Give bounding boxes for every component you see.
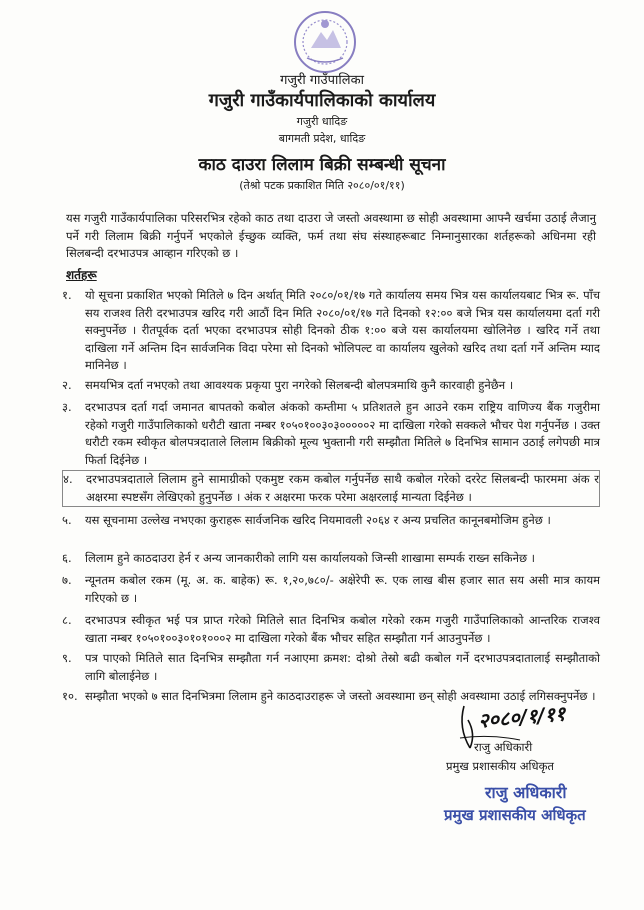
signatory-title: प्रमुख प्रशासकीय अधिकृत (446, 759, 554, 773)
condition-text: समयभित्र दर्ता नभएको तथा आवश्यक प्रकृया पुरा नगरेको सिलबन्दी बोलपत्रमाथि कुनै कारवाही हुनेछैन । (85, 378, 514, 392)
condition-number: १. (62, 288, 72, 302)
condition-item (62, 572, 600, 607)
condition-number: ५. (62, 513, 72, 527)
condition-number: ९. (62, 651, 72, 665)
condition-item (62, 512, 600, 530)
condition-text: दरभाउपत्र दर्ता गर्दा जमानत बापतको कबोल अंकको कम्तीमा ५ प्रतिशतले हुन आउने रकम राष्ट्रिय वाणिज्य बैंक गजुरीमा रहेको गजुरी गाउँपालिकाको धरौटी खाता नम्बर १०५०१००३०३०००००२ मा दाखिला गरेको सक्कले भौचर पेश गर्नुपर्नेछ । उक्त धरौटी रकम स्वीकृत बोलपत्रदाताले लिलाम बिक्रीको मूल्य भुक्तानी गरी सम्झौता मितिले ७ दिनभित्र सामान उठाई लगेपछी मात्र फिर्ता दिईनेछ । (85, 400, 600, 467)
office-title: गजुरी गाउँकार्यपालिकाको कार्यालय (208, 90, 436, 111)
condition-text: यो सूचना प्रकाशित भएको मितिले ७ दिन अर्थात् मिति २०८०/०१/१७ गते कार्यालय समय भित्र यस कार्यालयबाट भित्र रू. पाँच सय राजश्व तिरी दरभाउपत्र खरिद गरी आठौं दिन मिति २०८०/०१/१७ गते दिनको १२:०० बजे भित्र यस कार्यालयमा दर्ता गरी सक्नुपर्नेछ । रीतपूर्वक दर्ता भएका दरभाउपत्र सोही दिनको ठीक १:०० बजे यस कार्यालयमा खोलिनेछ । खरिद गर्ने तथा दाखिला गर्ने अन्तिम दिन सार्वजनिक विदा परेमा सो दिनको भोलिपल्ट वा कार्यालय खुलेको खरिद तथा दर्ता गर्ने अन्तिम म्याद मानिनेछ । (85, 288, 600, 372)
office-location: गजुरी धादिङ (296, 115, 348, 128)
publish-note: (तेश्रो पटक प्रकाशित मिति २०८०/०१/११) (239, 179, 405, 192)
signature-date: २०८०/१/११ (477, 701, 567, 733)
condition-text: दरभाउपत्रदाताले लिलाम हुने सामाग्रीको एकमुष्ट रकम कबोल गर्नुपर्नेछ साथै कबोल गरेको दररेट सिलबन्दी फारममा अंक र अक्षरमा स्पष्टसँग लेखिएको हुनुपर्नेछ । अंक र अक्षरमा फरक परेमा अक्षरलाई मान्यता दिईनेछ । (86, 472, 599, 504)
condition-text: दरभाउपत्र स्वीकृत भई पत्र प्राप्त गरेको मितिले सात दिनभित्र कबोल गरेको रकम गजुरी गाउँपालिकाको आन्तरिक राजश्व खाता नम्बर १०५०१००३०१०१०००२ मा दाखिला गरेको बैंक भौचर सहित सम्झौता गर्न आउनुपर्नेछ । (85, 613, 600, 645)
condition-number: २. (62, 378, 72, 392)
condition-item (62, 650, 600, 685)
condition-number: ७. (62, 573, 72, 587)
condition-item (62, 612, 600, 647)
condition-text: सम्झौता भएको ७ सात दिनभित्रमा लिलाम हुने काठदाउराहरू जे जस्तो अवस्थामा छन् सोही अवस्थामा उठाई लगिसक्नुपर्नेछ । (85, 689, 596, 703)
condition-number: ८. (62, 613, 72, 627)
condition-text: पत्र पाएको मितिले सात दिनभित्र सम्झौता गर्न नआएमा क्रमश: दोश्रो तेस्रो बढी कबोल गर्ने दरभाउपत्रदातालाई सम्झौताको लागि बोलाईनेछ । (85, 651, 600, 683)
condition-number: ३. (62, 400, 72, 414)
official-stamp-title: प्रमुख प्रशासकीय अधिकृत (444, 806, 586, 824)
condition-text: न्यूनतम कबोल रकम (मू. अ. क. बाहेक) रू. १,२०,७८०/- अक्षेरेपी रू. एक लाख बीस हजार सात सय असी मात्र कायम गरिएको छ । (85, 573, 600, 605)
conditions-heading: शर्तहरू (66, 268, 97, 282)
official-stamp-name: राजु अधिकारी (485, 783, 567, 802)
signatory-name: राजु अधिकारी (474, 740, 533, 754)
intro-paragraph: यस गजुरी गाउँकार्यपालिका परिसरभित्र रहेको काठ तथा दाउरा जे जस्तो अवस्थामा छ सोही अवस्थामा आफ्नै खर्चमा उठाई लैजानु पर्ने गरी लिलाम बिक्री गर्नुपर्ने भएकोले ईच्छुक व्यक्ति, फर्म तथा संघ संस्थाहरूबाट निम्नानुसारका शर्तहरूको अधिनमा रही सिलबन्दी दरभाउपत्र आव्हान गरिएको छ । (66, 211, 596, 260)
condition-item (62, 470, 600, 507)
condition-text: यस सूचनामा उल्लेख नभएका कुराहरू सार्वजनिक खरिद नियमावली २०६४ र अन्य प्रचलित कानूनबमोजिम हुनेछ । (85, 513, 551, 527)
condition-text: लिलाम हुने काठदाउरा हेर्न र अन्य जानकारीको लागि यस कार्यालयको जिन्सी शाखामा सम्पर्क राख्न सकिनेछ । (85, 551, 536, 565)
condition-item (62, 550, 600, 568)
office-province: बागमती प्रदेश, धादिङ (278, 132, 366, 145)
condition-number: १०. (62, 689, 78, 703)
condition-number: ६. (62, 551, 72, 565)
condition-item (62, 287, 600, 375)
condition-item (62, 377, 600, 395)
palika-name: गजुरी गाउँपालिका (280, 73, 364, 88)
notice-title: काठ दाउरा लिलाम बिक्री सम्बन्धी सूचना (198, 155, 446, 175)
condition-number: ४. (63, 472, 73, 486)
condition-item (62, 399, 600, 469)
